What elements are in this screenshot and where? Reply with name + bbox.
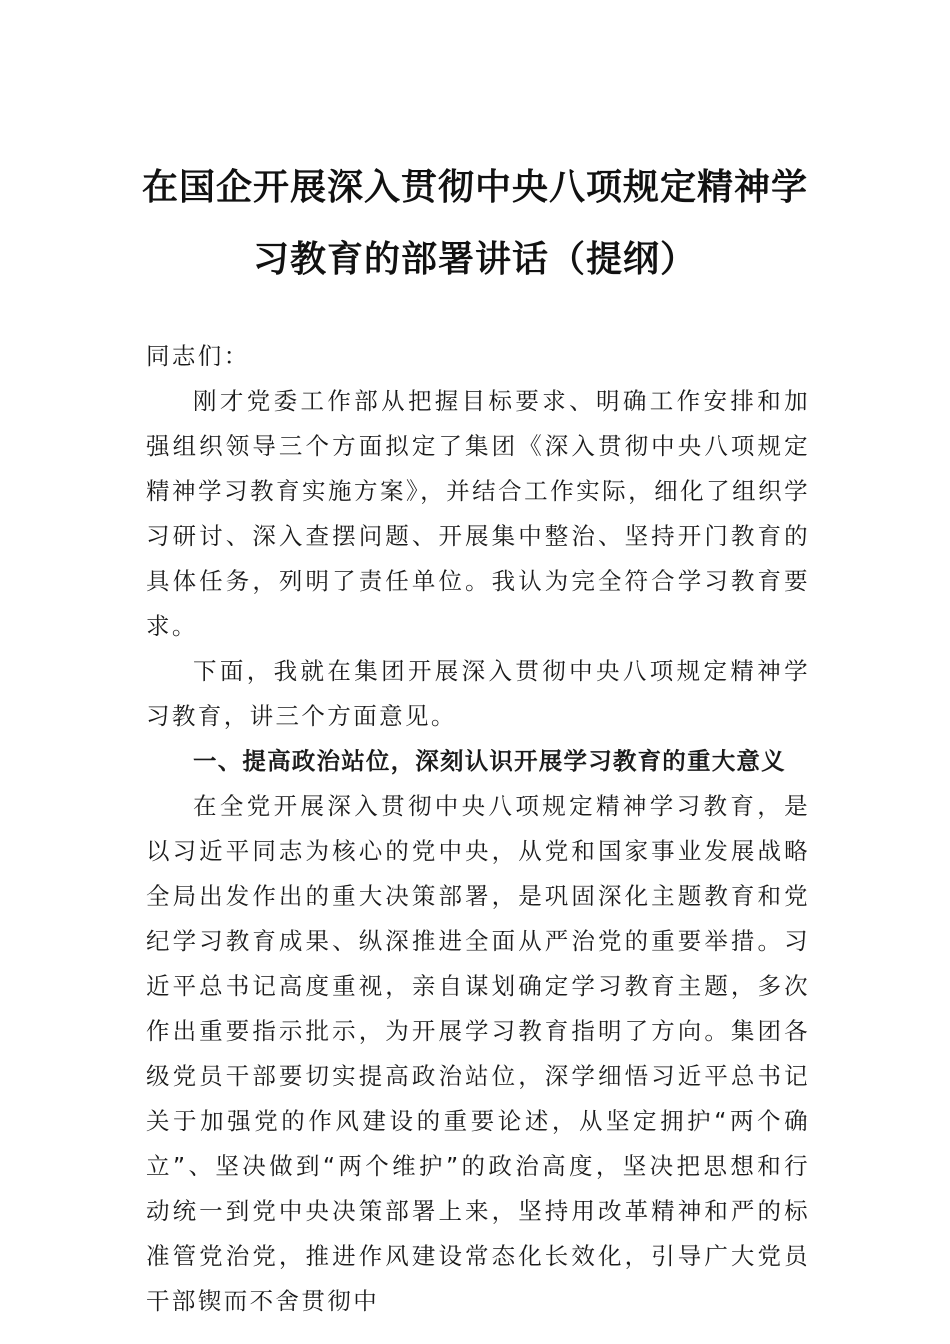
section-1-heading: 一、提高政治站位，深刻认识开展学习教育的重大意义 xyxy=(193,747,786,775)
document-title-line-2: 习教育的部署讲话（提纲） xyxy=(252,238,697,280)
document-title-line-1: 在国企开展深入贯彻中央八项规定精神学 xyxy=(141,166,808,208)
paragraph-1: 刚才党委工作部从把握目标要求、明确工作安排和加强组织领导三个方面拟定了集团《深入贯彻中央八项规定精神学习教育实施方案》，并结合工作实际，细化了组织学习研讨、深入查摆问题、开展集中整治、坚持开门教育的具体任务，列明了责任单位。我认为完全符合学习教育要求。 xyxy=(146,387,810,640)
paragraph-3: 在全党开展深入贯彻中央八项规定精神学习教育，是以习近平同志为核心的党中央，从党和国家事业发展战略全局出发作出的重大决策部署，是巩固深化主题教育和党纪学习教育成果、纵深推进全面从严治党的重要举措。习近平总书记高度重视，亲自谋划确定学习教育主题，多次作出重要指示批示，为开展学习教育指明了方向。集团各级党员干部要切实提高政治站位，深学细悟习近平总书记关于加强党的作风建设的重要论述，从坚定拥护“两个确立”、坚决做到“两个维护”的政治高度，坚决把思想和行动统一到党中央决策部署上来，坚持用改革精神和严的标准管党治党，推进作风建设常态化长效化，引导广大党员干部锲而不舍贯彻中 xyxy=(146,792,810,1315)
salutation: 同志们： xyxy=(146,342,250,370)
document-body xyxy=(146,334,810,1324)
paragraph-2: 下面，我就在集团开展深入贯彻中央八项规定精神学习教育，讲三个方面意见。 xyxy=(146,657,810,730)
